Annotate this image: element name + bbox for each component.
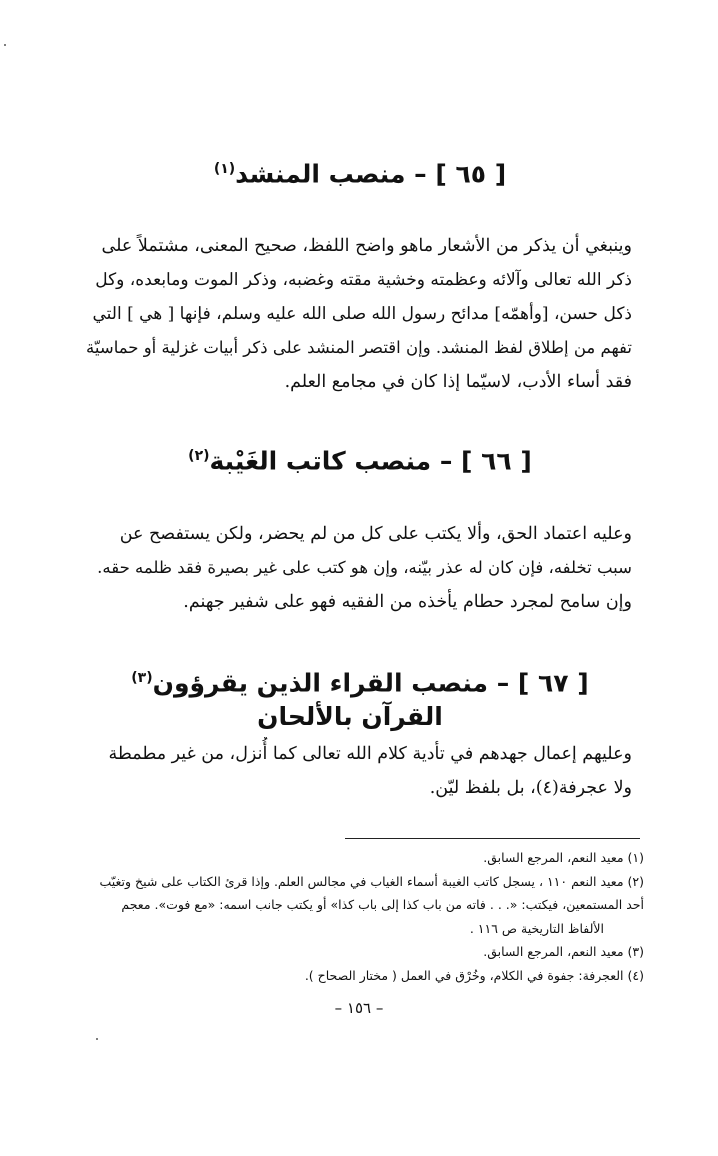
- scan-speck: [4, 44, 6, 46]
- paragraph-line: ذكر الله تعالى وآلائه وعظمته وخشية مقته وغضبه، وذكر الموت ومابعده، وكل: [95, 270, 632, 290]
- section-heading-66-text: [ ٦٦ ] – منصب كاتب الغَيْبة: [209, 446, 532, 476]
- footnote-ref-1: (١): [213, 161, 236, 177]
- section-heading-67-text-line2: القرآن بالألحان: [257, 702, 443, 731]
- footnote-2: (٢) معيد النعم ١١٠ ، يسجل كاتب الغيبة أسماء الغياب في مجالس العلم. وإذا قرئ الكتاب على شيخ وتغيّب: [99, 873, 644, 889]
- footnote-ref-2: (٢): [188, 448, 210, 464]
- footnote-ref-3: (٣): [131, 670, 153, 686]
- footnote-1: (١) معيد النعم، المرجع السابق.: [483, 850, 644, 865]
- paragraph-line: ولا عجرفة(٤)، بل بلفظ ليّن.: [429, 778, 632, 798]
- section-heading-65: [60, 150, 660, 193]
- section-66-paragraph: [82, 517, 632, 619]
- paragraph-line: ذكل حسن، [وأهمّه] مدائح رسول الله صلى الله عليه وسلم، فإنها [ هي ] التي: [92, 304, 632, 324]
- paragraph-line: وعليه اعتماد الحق، وألا يكتب على كل من لم يحضر، ولكن يستفصح عن: [119, 524, 632, 544]
- section-heading-66: [60, 437, 660, 480]
- page-number: – ١٥٦ –: [334, 999, 384, 1017]
- section-heading-67-text: [ ٦٧ ] – منصب القراء الذين يقرؤون: [152, 668, 589, 698]
- footnote-2-continued: الألفاظ التاريخية ص ١١٦ .: [469, 920, 604, 936]
- section-65-paragraph: [82, 229, 632, 399]
- scan-speck: [96, 1038, 98, 1040]
- paragraph-line: فقد أساء الأدب، لاسيّما إذا كان في مجامع العلم.: [284, 372, 632, 392]
- section-heading-65-text: [ ٦٥ ] – منصب المنشد: [235, 159, 507, 189]
- paragraph-line: وينبغي أن يذكر من الأشعار ماهو واضح اللفظ، صحيح المعنى، مشتملاً على: [101, 236, 632, 256]
- footnote-2-continued: أحد المستمعين، فيكتب: «. . . فاته من باب كذا إلى باب كذا» أو يكتب جانب اسمه: «مع فوت». معجم: [121, 897, 644, 912]
- section-heading-67-line2: [150, 698, 550, 736]
- paragraph-line: تفهم من إطلاق لفظ المنشد. وإن اقتصر المنشد على ذكر أبيات غزلية أو حماسيّة: [86, 338, 632, 357]
- paragraph-line: سبب تخلفه، فإن كان له عذر بيّنه، وإن هو كتب على غير بصيرة فقد ظلمه حقه.: [97, 558, 632, 577]
- section-heading-67: [60, 659, 660, 702]
- paragraph-line: وإن سامح لمجرد حطام يأخذه من الفقيه فهو على شفير جهنم.: [183, 592, 632, 612]
- footnote-separator: [345, 838, 640, 839]
- footnote-4: (٤) العجرفة: جفوة في الكلام، وخُرْق في العمل ( مختار الصحاح ).: [304, 967, 644, 983]
- section-67-paragraph: [82, 737, 632, 805]
- footnotes: [82, 846, 644, 987]
- paragraph-line: وعليهم إعمال جهدهم في تأدية كلام الله تعالى كما أُنزل، من غير مطمطة: [108, 744, 632, 764]
- footnote-3: (٣) معيد النعم، المرجع السابق.: [483, 944, 644, 959]
